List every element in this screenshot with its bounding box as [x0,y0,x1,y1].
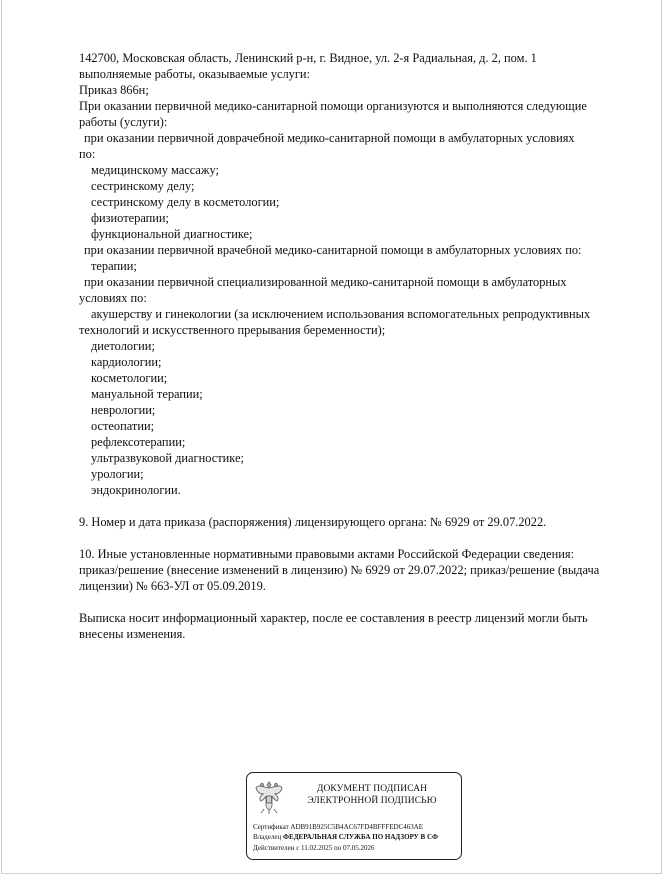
text-line: 9. Номер и дата приказа (распоряжения) лицензирующего органа: № 6929 от 29.07.2022. [79,515,547,529]
text-line: по: [79,147,96,161]
stamp-title [287,783,457,807]
blank-line [79,530,639,546]
electronic-signature-stamp [246,772,462,860]
text-line: при оказании первичной врачебной медико-санитарной помощи в амбулаторных условиях по: [84,243,582,257]
text-line: Выписка носит информационный характер, после ее составления в реестр лицензий могли быть [79,611,588,625]
text-line: медицинскому массажу; [91,163,219,177]
owner-value: ФЕДЕРАЛЬНАЯ СЛУЖБА ПО НАДЗОРУ В СФ [283,833,439,841]
certificate-label: Сертификат [253,823,289,831]
text-line: эндокринологии. [91,483,181,497]
text-line: выполняемые работы, оказываемые услуги: [79,67,311,81]
text-line: технологий и искусственного прерывания беременности); [79,323,386,337]
text-line: неврологии; [91,403,156,417]
coat-of-arms-icon [254,779,284,815]
blank-line [79,498,639,514]
text-line: работы (услуги): [79,115,168,129]
text-line: функциональной диагностике; [91,227,253,241]
text-line: терапии; [91,259,137,273]
text-line: при оказании первичной специализированной медико-санитарной помощи в амбулаторных [84,275,567,289]
text-line: рефлексотерапии; [91,435,186,449]
text-line: урологии; [91,467,144,481]
text-line: кардиологии; [91,355,162,369]
text-line: остеопатии; [91,419,155,433]
text-line: 142700, Московская область, Ленинский р-н, г. Видное, ул. 2-я Радиальная, д. 2, пом. 1 [79,51,537,65]
text-line: акушерству и гинекологии (за исключением использования вспомогательных репродуктивных [91,307,591,321]
text-line: 10. Иные установленные нормативными правовыми актами Российской Федерации сведения: [79,547,575,561]
text-line: внесены изменения. [79,627,186,641]
text-line: приказ/решение (внесение изменений в лицензию) № 6929 от 29.07.2022; приказ/решение (выдача [79,563,600,577]
stamp-owner [253,833,458,842]
text-line: косметологии; [91,371,168,385]
text-line: сестринскому делу в косметологии; [91,195,280,209]
text-line: диетологии; [91,339,155,353]
stamp-title-line1: ДОКУМЕНТ ПОДПИСАН [316,784,428,794]
text-line: сестринскому делу; [91,179,195,193]
text-line: при оказании первичной доврачебной медико-санитарной помощи в амбулаторных условиях [84,131,575,145]
text-line: мануальной терапии; [91,387,203,401]
text-line: Приказ 866н; [79,83,149,97]
stamp-title-line2: ЭЛЕКТРОННОЙ ПОДПИСЬЮ [307,796,437,806]
blank-line [79,594,639,610]
text-line: лицензии) № 663-УЛ от 05.09.2019. [79,579,266,593]
owner-label: Владелец [253,833,282,841]
document-body [79,50,639,642]
stamp-validity: Действителен с 11.02.2025 по 07.05.2026 [253,844,375,852]
text-line: условиях по: [79,291,147,305]
certificate-value: ADB91B925C5B4AC67FD4BFFFEDC463AE [290,823,424,831]
text-line: ультразвуковой диагностике; [91,451,244,465]
text-line: физиотерапии; [91,211,169,225]
stamp-certificate [253,823,458,832]
text-line: При оказании первичной медико-санитарной помощи организуются и выполняются следующие [79,99,587,113]
